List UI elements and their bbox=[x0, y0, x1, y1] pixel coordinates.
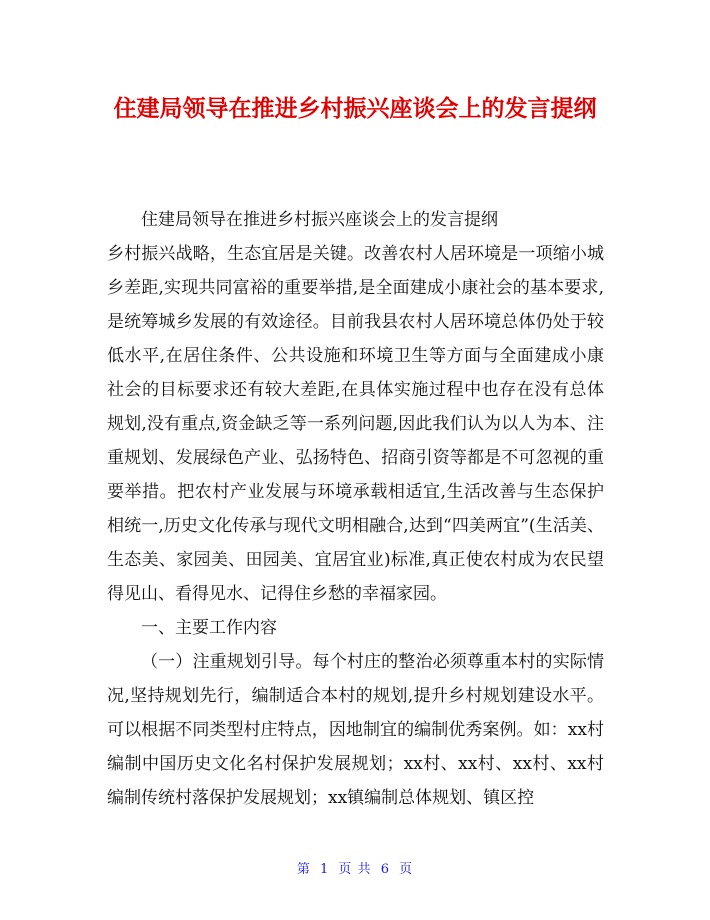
footer-prefix: 第 bbox=[296, 862, 311, 877]
paragraph-intro: 乡村振兴战略，生态宜居是关键。改善农村人居环境是一项缩小城乡差距,实现共同富裕的重要举措,是全面建成小康社会的基本要求,是统筹城乡发展的有效途径。目前我县农村人居环境总体仍处于较低水平,在居住条件、公共设施和环境卫生等方面与全面建成小康社会的目标要求还有较大差距,在具体实施过程中也存在没有总体规划,没有重点,资金缺乏等一系列问题,因此我们认为以人为本、注重规划、发展绿色产业、弘扬特色、招商引资等都是不可忽视的重要举措。把农村产业发展与环境承载相适宜,生活改善与生态保护相统一,历史文化传承与现代文明相融合,达到“四美两宜”(生活美、生态美、家园美、田园美、宜居宜业)标准,真正使农村成为农民望得见山、看得见水、记得住乡愁的幸福家园。 bbox=[107, 244, 604, 604]
footer-suffix: 页 bbox=[399, 862, 414, 877]
footer-total-pages: 6 bbox=[380, 862, 390, 877]
document-title: 住建局领导在推进乡村振兴座谈会上的发言提纲 bbox=[113, 96, 597, 122]
page-footer bbox=[0, 858, 710, 877]
footer-current-page: 1 bbox=[320, 862, 330, 877]
paragraph-subtitle: 住建局领导在推进乡村振兴座谈会上的发言提纲 bbox=[141, 210, 498, 230]
paragraph-planning: （一）注重规划引导。每个村庄的整治必须尊重本村的实际情况,坚持规划先行，编制适合本村的规划,提升乡村规划建设水平。可以根据不同类型村庄特点，因地制宜的编制优秀案例。如：xx村编制中国历史文化名村保护发展规划；xx村、xx村、xx村、xx村编制传统村落保护发展规划；xx镇编制总体规划、镇区控 bbox=[107, 652, 604, 808]
section-heading: 一、主要工作内容 bbox=[141, 618, 277, 638]
document-body bbox=[107, 203, 604, 815]
footer-middle: 页 共 bbox=[338, 862, 372, 877]
